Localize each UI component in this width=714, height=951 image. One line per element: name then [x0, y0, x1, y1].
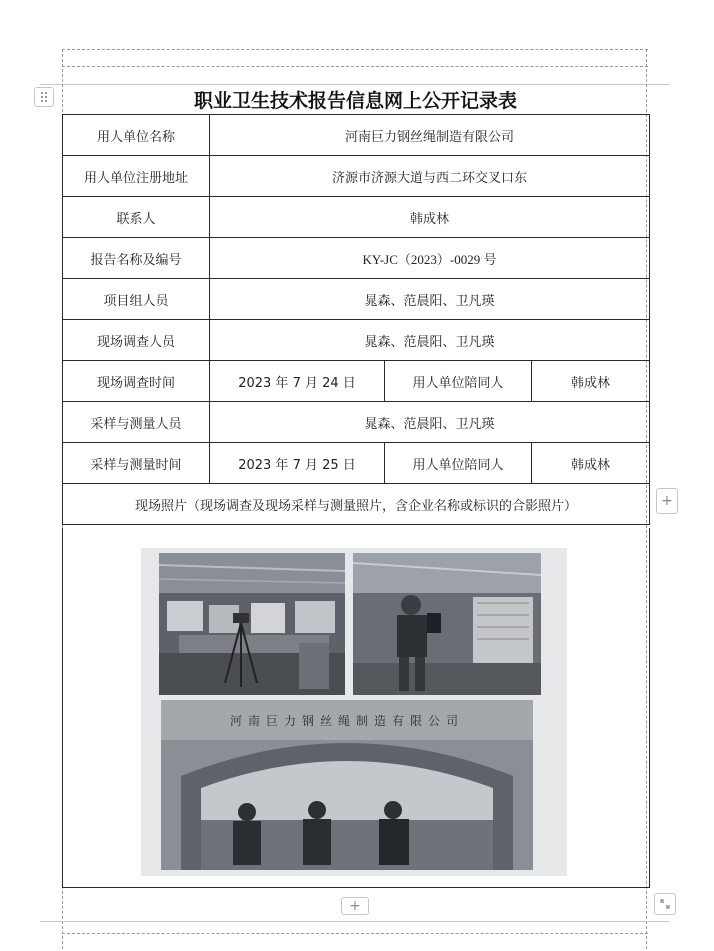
sampling-staff-value[interactable]: 晁森、范晨阳、卫凡瑛: [210, 402, 650, 443]
site-photo-workshop: [159, 553, 345, 695]
page-guide-top: [62, 49, 648, 50]
add-column-button[interactable]: [656, 488, 678, 514]
sampling-companion-label: 用人单位陪同人: [385, 443, 532, 484]
table-row: [63, 402, 650, 443]
page-margin-line-bottom: [40, 921, 670, 922]
row-label-address: 用人单位注册地址: [63, 156, 210, 197]
page-guide-bottom-2: [62, 933, 648, 934]
table-row: [63, 197, 650, 238]
sampling-time-value[interactable]: 2023 年 7 月 25 日: [210, 443, 385, 484]
resize-corner-icon[interactable]: [654, 893, 676, 915]
table-row: [63, 156, 650, 197]
page-margin-line-top: [40, 84, 670, 85]
row-label-survey-time: 现场调查时间: [63, 361, 210, 402]
survey-companion-label: 用人单位陪同人: [385, 361, 532, 402]
project-team-value[interactable]: 晁森、范晨阳、卫凡瑛: [210, 279, 650, 320]
row-label-sampling-staff: 采样与测量人员: [63, 402, 210, 443]
gate-sign-text: 河南巨力钢丝绳制造有限公司: [229, 714, 464, 728]
record-table: [62, 114, 650, 525]
report-value[interactable]: KY-JC（2023）-0029 号: [210, 238, 650, 279]
site-photo-gate-group: [161, 700, 533, 870]
photo-cell[interactable]: [62, 528, 650, 888]
site-photo-worker: [353, 553, 541, 695]
table-row: [63, 484, 650, 525]
contact-value[interactable]: 韩成林: [210, 197, 650, 238]
resize-arrows-icon: [660, 899, 670, 909]
table-row: [63, 279, 650, 320]
row-label-contact: 联系人: [63, 197, 210, 238]
survey-companion-value[interactable]: 韩成林: [532, 361, 650, 402]
page-title: 职业卫生技术报告信息网上公开记录表: [193, 90, 517, 112]
plus-icon: +: [661, 493, 673, 509]
row-label-report: 报告名称及编号: [63, 238, 210, 279]
row-label-sampling-time: 采样与测量时间: [63, 443, 210, 484]
table-row: [63, 238, 650, 279]
row-label-project-team: 项目组人员: [63, 279, 210, 320]
table-row: [63, 443, 650, 484]
photo-caption[interactable]: 现场照片（现场调查及现场采样与测量照片，含企业名称或标识的合影照片）: [63, 484, 650, 525]
table-row: [63, 320, 650, 361]
employer-name-value[interactable]: 河南巨力钢丝绳制造有限公司: [210, 115, 650, 156]
site-photo-collage: [141, 548, 567, 876]
row-label-survey-staff: 现场调查人员: [63, 320, 210, 361]
sampling-companion-value[interactable]: 韩成林: [532, 443, 650, 484]
table-row: [63, 361, 650, 402]
plus-icon: +: [349, 898, 361, 914]
table-row: [63, 115, 650, 156]
survey-time-value[interactable]: 2023 年 7 月 24 日: [210, 361, 385, 402]
page-guide-top-2: [62, 66, 648, 67]
address-value[interactable]: 济源市济源大道与西二环交叉口东: [210, 156, 650, 197]
drag-grip-icon[interactable]: [34, 87, 54, 107]
grip-dots-icon: [39, 91, 49, 103]
survey-staff-value[interactable]: 晁森、范晨阳、卫凡瑛: [210, 320, 650, 361]
row-label-employer-name: 用人单位名称: [63, 115, 210, 156]
add-row-button[interactable]: [341, 897, 369, 915]
